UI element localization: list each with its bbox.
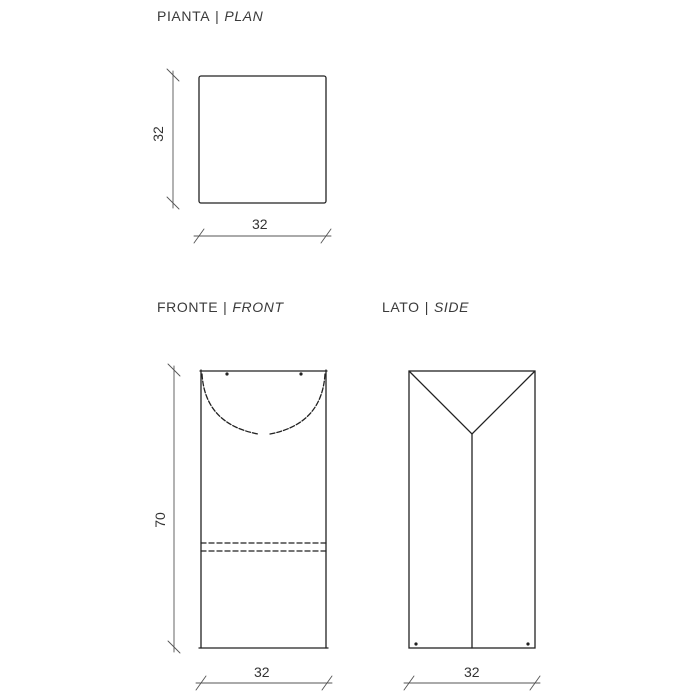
plan-label-it: PIANTA bbox=[157, 8, 211, 24]
front-arc-right bbox=[270, 374, 325, 434]
front-top-dots bbox=[225, 372, 302, 375]
side-width-label: 32 bbox=[464, 664, 480, 680]
front-label-en: FRONT bbox=[232, 299, 284, 315]
plan-label-separator: | bbox=[215, 8, 220, 24]
front-label-separator: | bbox=[223, 299, 228, 315]
plan-outline bbox=[199, 76, 326, 203]
plan-label-en: PLAN bbox=[224, 8, 264, 24]
front-arc-left bbox=[202, 374, 258, 434]
side-v-fold bbox=[410, 372, 534, 434]
front-hidden-shelf bbox=[201, 543, 326, 551]
front-height-dimension bbox=[168, 364, 180, 653]
side-label-it: LATO bbox=[382, 299, 420, 315]
plan-height-dimension bbox=[167, 69, 179, 209]
side-label-en: SIDE bbox=[433, 299, 470, 315]
plan-width-label: 32 bbox=[252, 216, 268, 232]
side-label-separator: | bbox=[424, 299, 429, 315]
plan-depth-label: 32 bbox=[149, 126, 166, 142]
front-width-label: 32 bbox=[254, 664, 270, 680]
front-label-it: FRONTE bbox=[157, 299, 219, 315]
front-height-label: 70 bbox=[151, 512, 168, 528]
front-outline bbox=[199, 370, 328, 648]
